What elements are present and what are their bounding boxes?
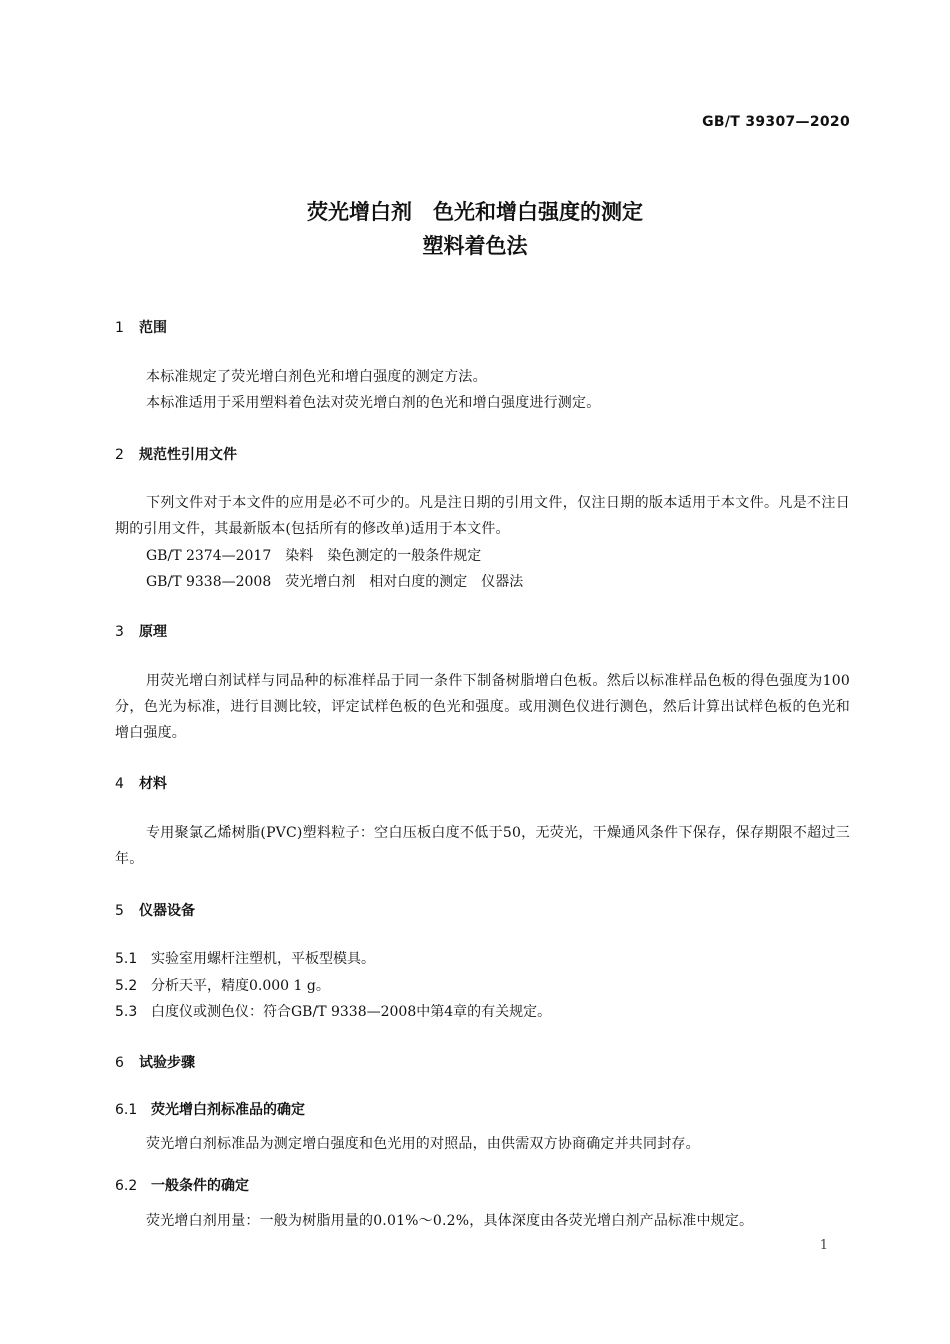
- section-5-heading: [115, 900, 195, 920]
- subsection-6-1-heading: [115, 1099, 305, 1119]
- title-line-2: 塑料着色法: [422, 234, 528, 258]
- subsection-number: 6.1: [115, 1102, 138, 1118]
- section-4-paragraph-1: 专用聚氯乙烯树脂(PVC)塑料粒子：空白压板白度不低于50，无荧光，干燥通风条件下保存，保存期限不超过三年。: [115, 825, 850, 867]
- section-title: 材料: [139, 776, 167, 792]
- section-number: 4: [115, 776, 124, 792]
- item-text: 分析天平，精度0.000 1 g。: [151, 978, 330, 994]
- item-number: 5.1: [115, 951, 138, 967]
- section-number: 6: [115, 1055, 124, 1071]
- section-number: 5: [115, 903, 124, 919]
- subsection-6-2-paragraph: 荧光增白剂用量：一般为树脂用量的0.01%～0.2%，具体深度由各荧光增白剂产品标准中规定。: [146, 1213, 754, 1229]
- section-4-heading: [115, 773, 167, 793]
- equipment-item: [115, 975, 330, 995]
- section-6-heading: [115, 1052, 195, 1072]
- document-title: [0, 195, 950, 263]
- equipment-item: [115, 948, 375, 968]
- subsection-6-1-paragraph: 荧光增白剂标准品为测定增白强度和色光用的对照品，由供需双方协商确定并共同封存。: [146, 1136, 700, 1152]
- subsection-title: 荧光增白剂标准品的确定: [151, 1102, 305, 1118]
- page-number: 1: [819, 1238, 828, 1253]
- section-1-heading: [115, 317, 167, 337]
- title-line-1: 荧光增白剂 色光和增白强度的测定: [307, 200, 643, 224]
- section-number: 3: [115, 624, 124, 640]
- section-title: 原理: [139, 624, 167, 640]
- section-number: 2: [115, 447, 124, 463]
- equipment-item: [115, 1001, 551, 1021]
- section-title: 范围: [139, 320, 167, 336]
- section-3-heading: [115, 621, 167, 641]
- item-number: 5.3: [115, 1004, 138, 1020]
- subsection-6-2-heading: [115, 1175, 249, 1195]
- section-title: 规范性引用文件: [139, 447, 237, 463]
- section-1-paragraph-2: 本标准适用于采用塑料着色法对荧光增白剂的色光和增白强度进行测定。: [146, 395, 601, 411]
- section-number: 1: [115, 320, 124, 336]
- subsection-title: 一般条件的确定: [151, 1178, 249, 1194]
- section-3-paragraph-1: 用荧光增白剂试样与同品种的标准样品于同一条件下制备树脂增白色板。然后以标准样品色板的得色强度为100分，色光为标准，进行目测比较，评定试样色板的色光和强度。或用测色仪进行测色，然后计算出试样色板的色光和增白强度。: [115, 673, 850, 741]
- normative-reference-2: GB/T 9338—2008 荧光增白剂 相对白度的测定 仪器法: [146, 574, 524, 590]
- section-1-paragraph-1: 本标准规定了荧光增白剂色光和增白强度的测定方法。: [146, 369, 487, 385]
- section-title: 试验步骤: [139, 1055, 195, 1071]
- section-2-heading: [115, 444, 237, 464]
- item-text: 实验室用螺杆注塑机，平板型模具。: [151, 951, 375, 967]
- standard-code: GB/T 39307—2020: [702, 114, 850, 130]
- section-title: 仪器设备: [139, 903, 195, 919]
- section-2-paragraph-1: 下列文件对于本文件的应用是必不可少的。凡是注日期的引用文件，仅注日期的版本适用于本文件。凡是不注日期的引用文件，其最新版本(包括所有的修改单)适用于本文件。: [115, 495, 850, 537]
- subsection-number: 6.2: [115, 1178, 138, 1194]
- normative-reference-1: GB/T 2374—2017 染料 染色测定的一般条件规定: [146, 548, 482, 564]
- item-text: 白度仪或测色仪：符合GB/T 9338—2008中第4章的有关规定。: [151, 1004, 552, 1020]
- item-number: 5.2: [115, 978, 138, 994]
